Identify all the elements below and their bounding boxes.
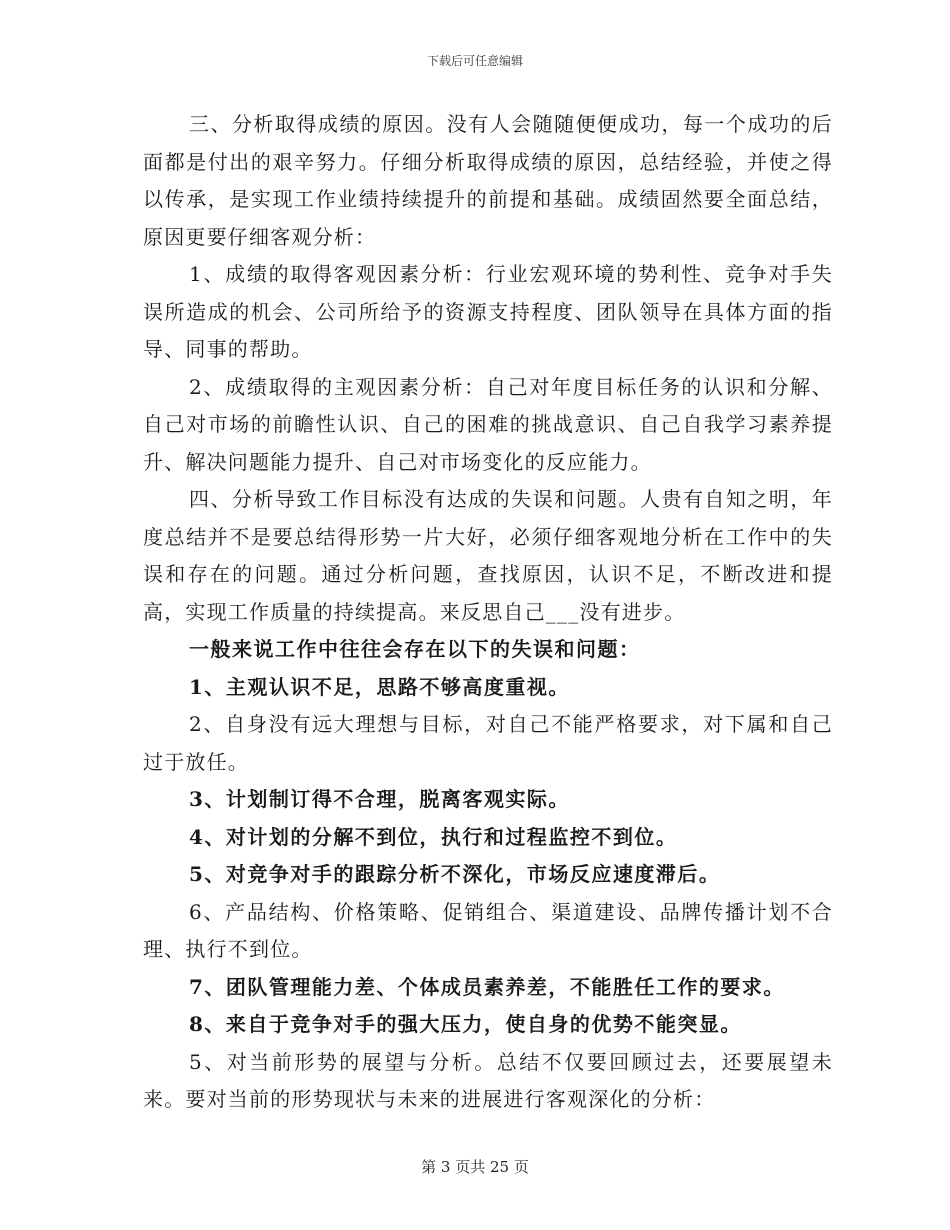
- page-header: 下载后可任意编辑: [426, 54, 523, 68]
- paragraph-10: 5、对竞争对手的跟踪分析不深化，市场反应速度滞后。: [189, 862, 721, 886]
- paragraph-13: 8、来自于竞争对手的强大压力，使自身的优势不能突显。: [189, 1012, 742, 1036]
- paragraph-2: 1、成绩的取得客观因素分析：行业宏观环境的势利性、竞争对手失误所造成的机会、公司所给予的资源支持程度、团队领导在具体方面的指导、同事的帮助。: [143, 262, 833, 361]
- document-body: [143, 106, 833, 1119]
- page-footer: 第 3 页共 25 页: [421, 1158, 529, 1176]
- paragraph-5: 一般来说工作中往往会存在以下的失误和问题：: [189, 637, 641, 661]
- paragraph-14: 5、对当前形势的展望与分析。总结不仅要回顾过去，还要展望未来。要对当前的形势现状与未来的进展进行客观深化的分析：: [143, 1049, 833, 1111]
- paragraph-11: 6、产品结构、价格策略、促销组合、渠道建设、品牌传播计划不合理、执行不到位。: [143, 899, 833, 961]
- paragraph-4: 四、分析导致工作目标没有达成的失误和问题。人贵有自知之明，年度总结并不是要总结得形势一片大好，必须仔细客观地分析在工作中的失误和存在的问题。通过分析问题，查找原因，认识不足，不断改进和提高，实现工作质量的持续提高。来反思自己___没有进步。: [143, 487, 833, 624]
- paragraph-12: 7、团队管理能力差、个体成员素养差，不能胜任工作的要求。: [189, 974, 785, 999]
- paragraph-3: 2、成绩取得的主观因素分析：自己对年度目标任务的认识和分解、自己对市场的前瞻性认识、自己的困难的挑战意识、自己自我学习素养提升、解决问题能力提升、自己对市场变化的反应能力。: [143, 374, 833, 474]
- paragraph-7: 2、自身没有远大理想与目标，对自己不能严格要求，对下属和自己过于放任。: [143, 712, 833, 774]
- paragraph-6: 1、主观认识不足，思路不够高度重视。: [189, 674, 570, 699]
- paragraph-1: 三、分析取得成绩的原因。没有人会随随便便成功，每一个成功的后面都是付出的艰辛努力。仔细分析取得成绩的原因，总结经验，并使之得以传承，是实现工作业绩持续提升的前提和基础。成绩固然要全面总结，原因更要仔细客观分析：: [143, 112, 833, 249]
- paragraph-9: 4、对计划的分解不到位，执行和过程监控不到位。: [189, 824, 678, 849]
- paragraph-8: 3、计划制订得不合理，脱离客观实际。: [189, 787, 570, 811]
